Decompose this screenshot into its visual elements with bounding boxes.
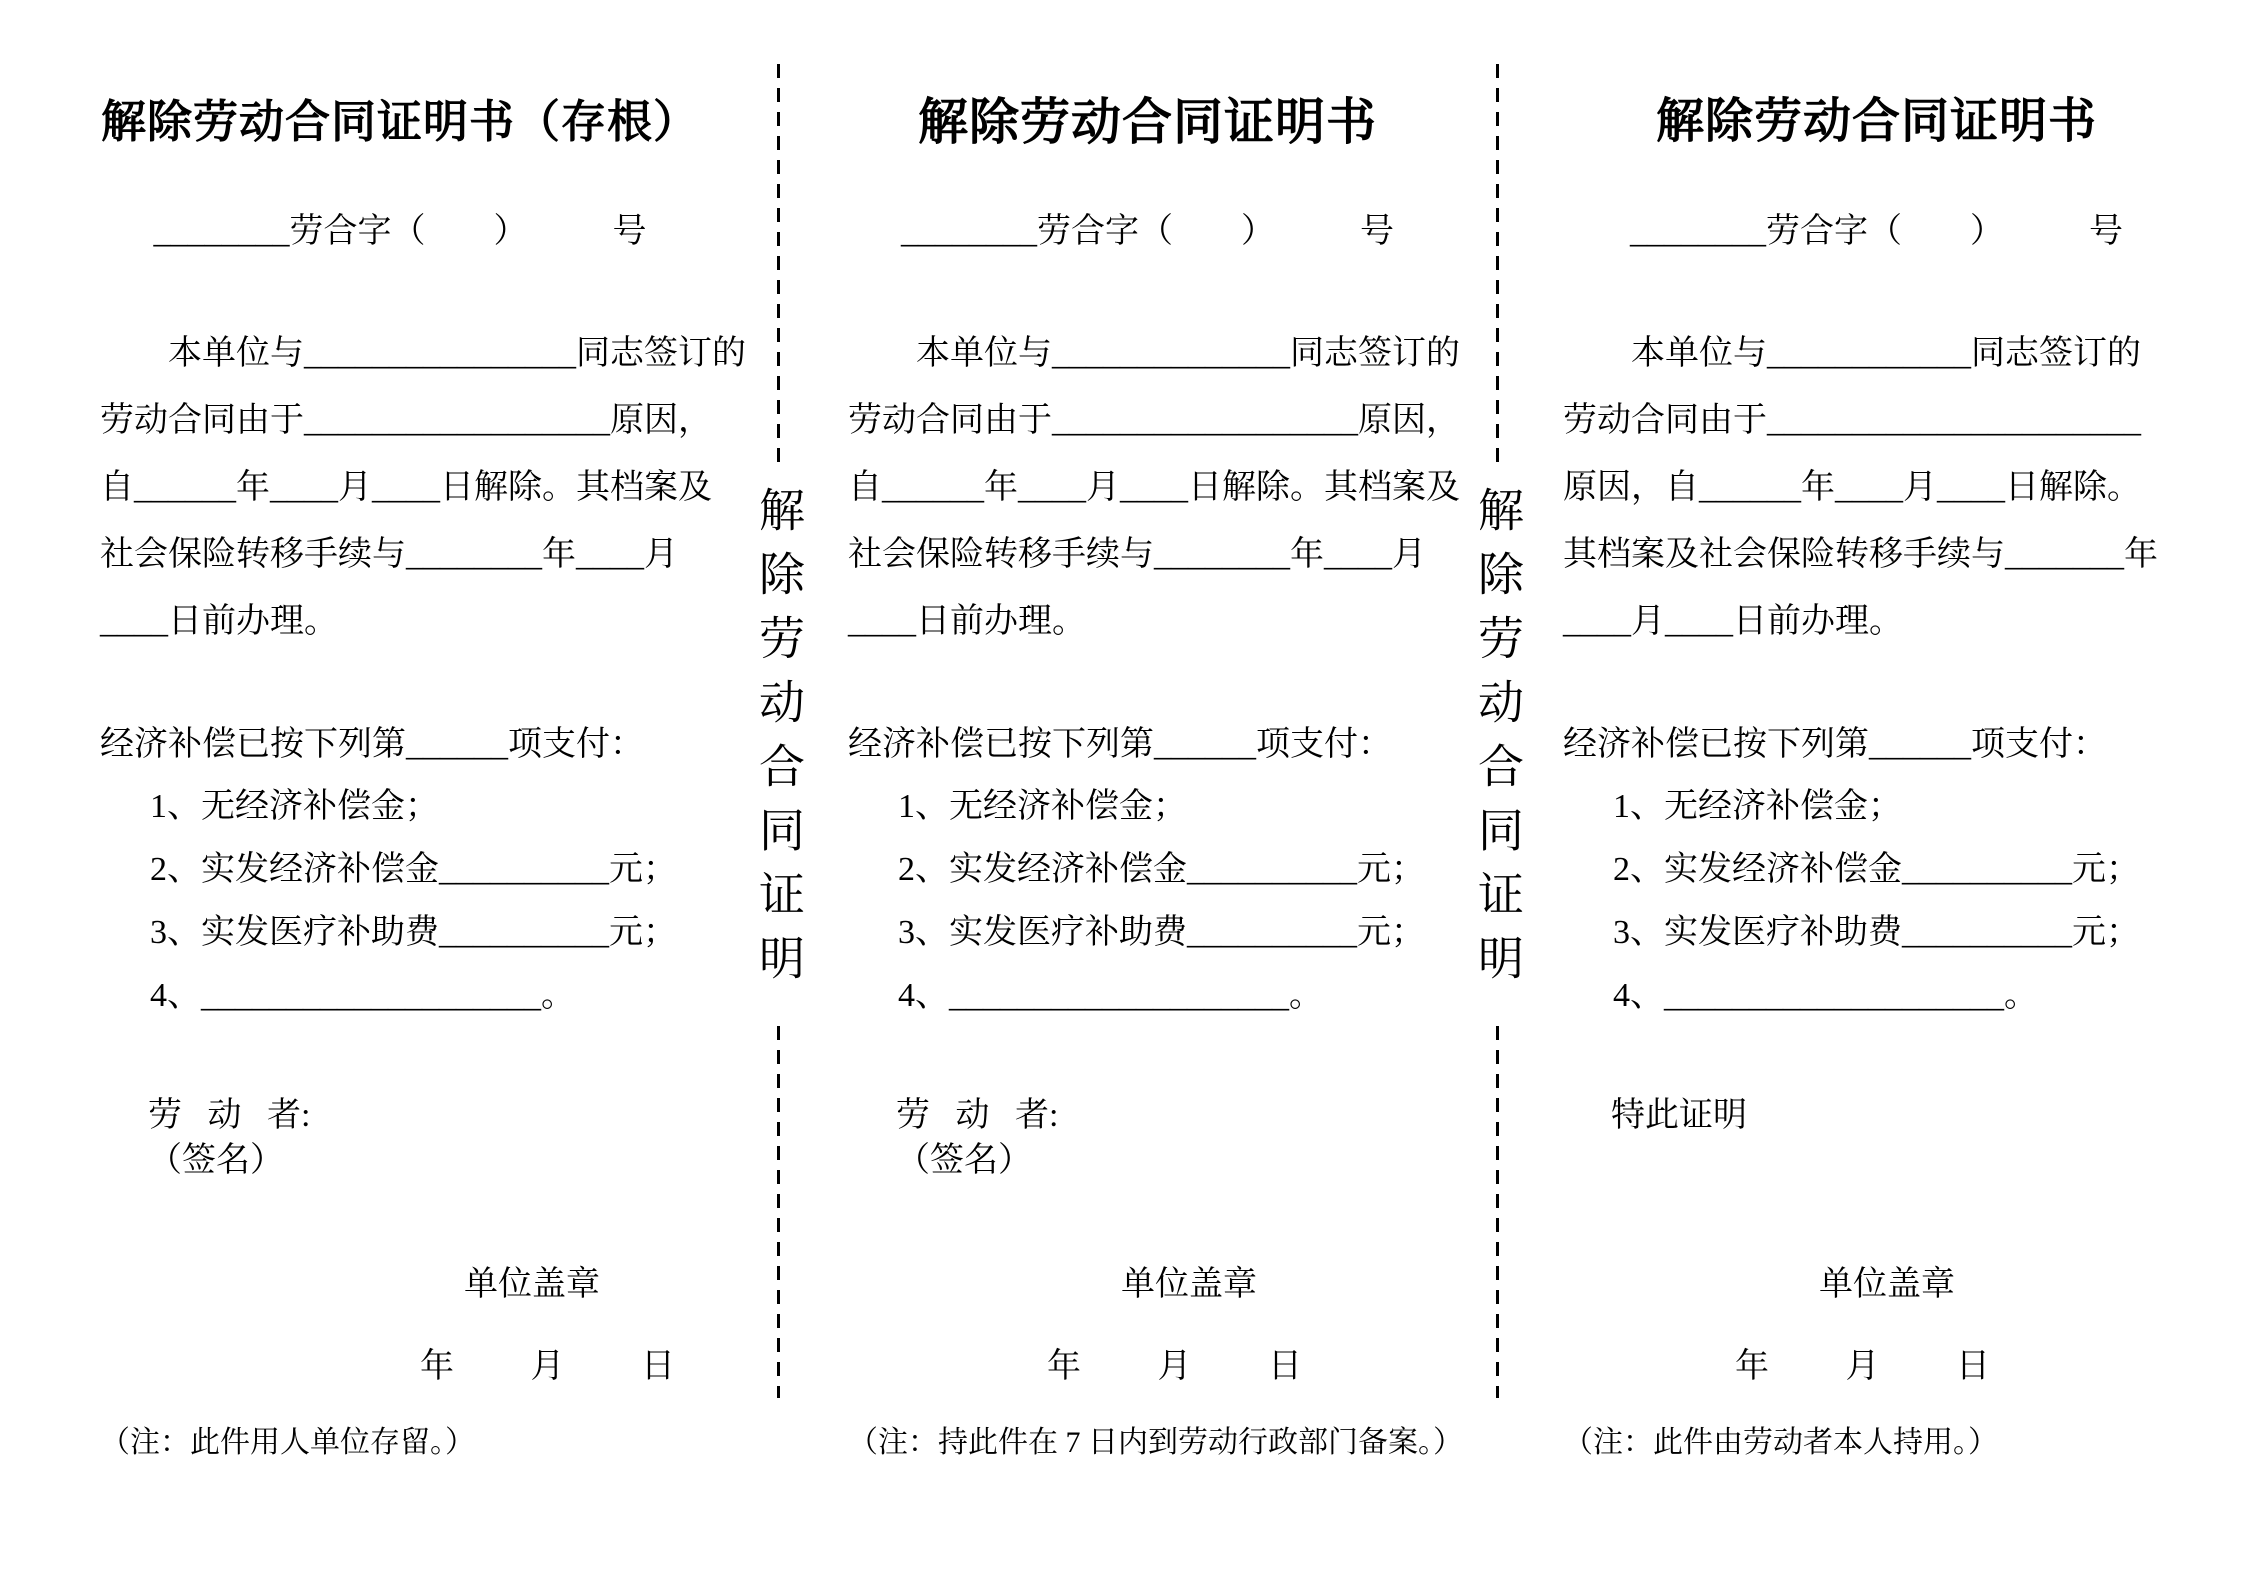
- body-paragraph: [100, 320, 746, 655]
- doc-number-line: ________劳合字（ ） 号: [1630, 213, 2123, 250]
- form-copy-filing: [811, 0, 1464, 1587]
- compensation-item: 3、实发医疗补助费__________元；: [150, 914, 677, 951]
- body-line: ____月____日前办理。: [1563, 603, 1903, 640]
- body-paragraph: [848, 320, 1460, 655]
- perforation-line: [777, 1026, 780, 1398]
- compensation-item: 3、实发医疗补助费__________元；: [898, 914, 1425, 951]
- body-line: 本单位与____________同志签订的: [1631, 335, 2141, 372]
- footnote: （注：此件用人单位存留。）: [100, 1426, 475, 1459]
- seal-label: 单位盖章: [464, 1266, 600, 1303]
- body-line: 社会保险转移手续与________年____月: [100, 536, 678, 573]
- compensation-item: 2、实发经济补偿金__________元；: [150, 851, 677, 888]
- footnote: （注：此件由劳动者本人持用。）: [1563, 1426, 1998, 1459]
- body-line: ____日前办理。: [848, 603, 1086, 640]
- form-title: 解除劳动合同证明书: [1655, 95, 2097, 148]
- compensation-item: 2、实发经济补偿金__________元；: [1613, 851, 2140, 888]
- form-title: 解除劳动合同证明书: [918, 94, 1377, 150]
- body-line: 自______年____月____日解除。其档案及: [100, 469, 712, 506]
- body-line: 社会保险转移手续与________年____月: [848, 536, 1426, 573]
- signature-hint: （签名）: [148, 1142, 284, 1179]
- doc-number-line: ________劳合字（ ） 号: [901, 213, 1394, 250]
- seal-label: 单位盖章: [1121, 1266, 1257, 1303]
- compensation-item: 4、____________________。: [898, 977, 1323, 1014]
- laborer-label: 劳 动 者:: [148, 1097, 311, 1134]
- form-copy-worker: [1530, 0, 2245, 1587]
- date-line: 年 月 日: [1047, 1348, 1302, 1385]
- body-line: 原因，自______年____月____日解除。: [1563, 469, 2141, 506]
- signature-block: [848, 1093, 1447, 1183]
- form-title: 解除劳动合同证明书（存根）: [100, 97, 699, 147]
- perforation-divider: [745, 0, 811, 1587]
- perforation-line: [777, 64, 780, 462]
- date-line: 年 月 日: [420, 1348, 675, 1385]
- body-line: 其档案及社会保险转移手续与_______年: [1563, 536, 2158, 573]
- compensation-header: 经济补偿已按下列第______项支付：: [100, 726, 644, 763]
- compensation-header: 经济补偿已按下列第______项支付：: [1563, 726, 2107, 763]
- body-line: 本单位与______________同志签订的: [916, 335, 1460, 372]
- signature-block: [100, 1093, 700, 1183]
- date-line: 年 月 日: [1735, 1348, 1990, 1385]
- compensation-item: 2、实发经济补偿金__________元；: [898, 851, 1425, 888]
- compensation-header: 经济补偿已按下列第______项支付：: [848, 726, 1392, 763]
- compensation-item: 3、实发医疗补助费__________元；: [1613, 914, 2140, 951]
- signature-hint: （签名）: [896, 1142, 1032, 1179]
- laborer-label: 劳 动 者:: [896, 1097, 1059, 1134]
- form-copy-stub: [0, 0, 745, 1587]
- body-line: 劳动合同由于__________________原因，: [100, 402, 712, 439]
- body-line: 自______年____月____日解除。其档案及: [848, 469, 1460, 506]
- perforation-line: [1496, 1026, 1499, 1398]
- seal-label: 单位盖章: [1819, 1266, 1955, 1303]
- doc-number-line: ________劳合字（ ） 号: [153, 213, 647, 250]
- perforation-line: [1496, 64, 1499, 462]
- compensation-item: 1、无经济补偿金；: [150, 788, 439, 825]
- perforation-vertical-text: 解除劳动合同证明: [1472, 486, 1523, 998]
- hereby-certify-label: 特此证明: [1611, 1097, 1747, 1134]
- perforation-vertical-text: 解除劳动合同证明: [753, 486, 804, 998]
- body-line: 劳动合同由于______________________: [1563, 402, 2141, 439]
- perforation-divider: [1464, 0, 1530, 1587]
- body-line: 本单位与________________同志签订的: [168, 335, 746, 372]
- compensation-item: 4、____________________。: [150, 977, 575, 1014]
- body-line: 劳动合同由于__________________原因，: [848, 402, 1460, 439]
- footnote: （注：持此件在 7 日内到劳动行政部门备案。）: [848, 1426, 1463, 1459]
- body-paragraph: [1563, 320, 2190, 655]
- compensation-item: 4、____________________。: [1613, 977, 2038, 1014]
- body-line: ____日前办理。: [100, 603, 338, 640]
- compensation-item: 1、无经济补偿金；: [1613, 788, 1902, 825]
- compensation-item: 1、无经济补偿金；: [898, 788, 1187, 825]
- signature-block: [1563, 1093, 2190, 1183]
- signature-hint: [1611, 1139, 2190, 1183]
